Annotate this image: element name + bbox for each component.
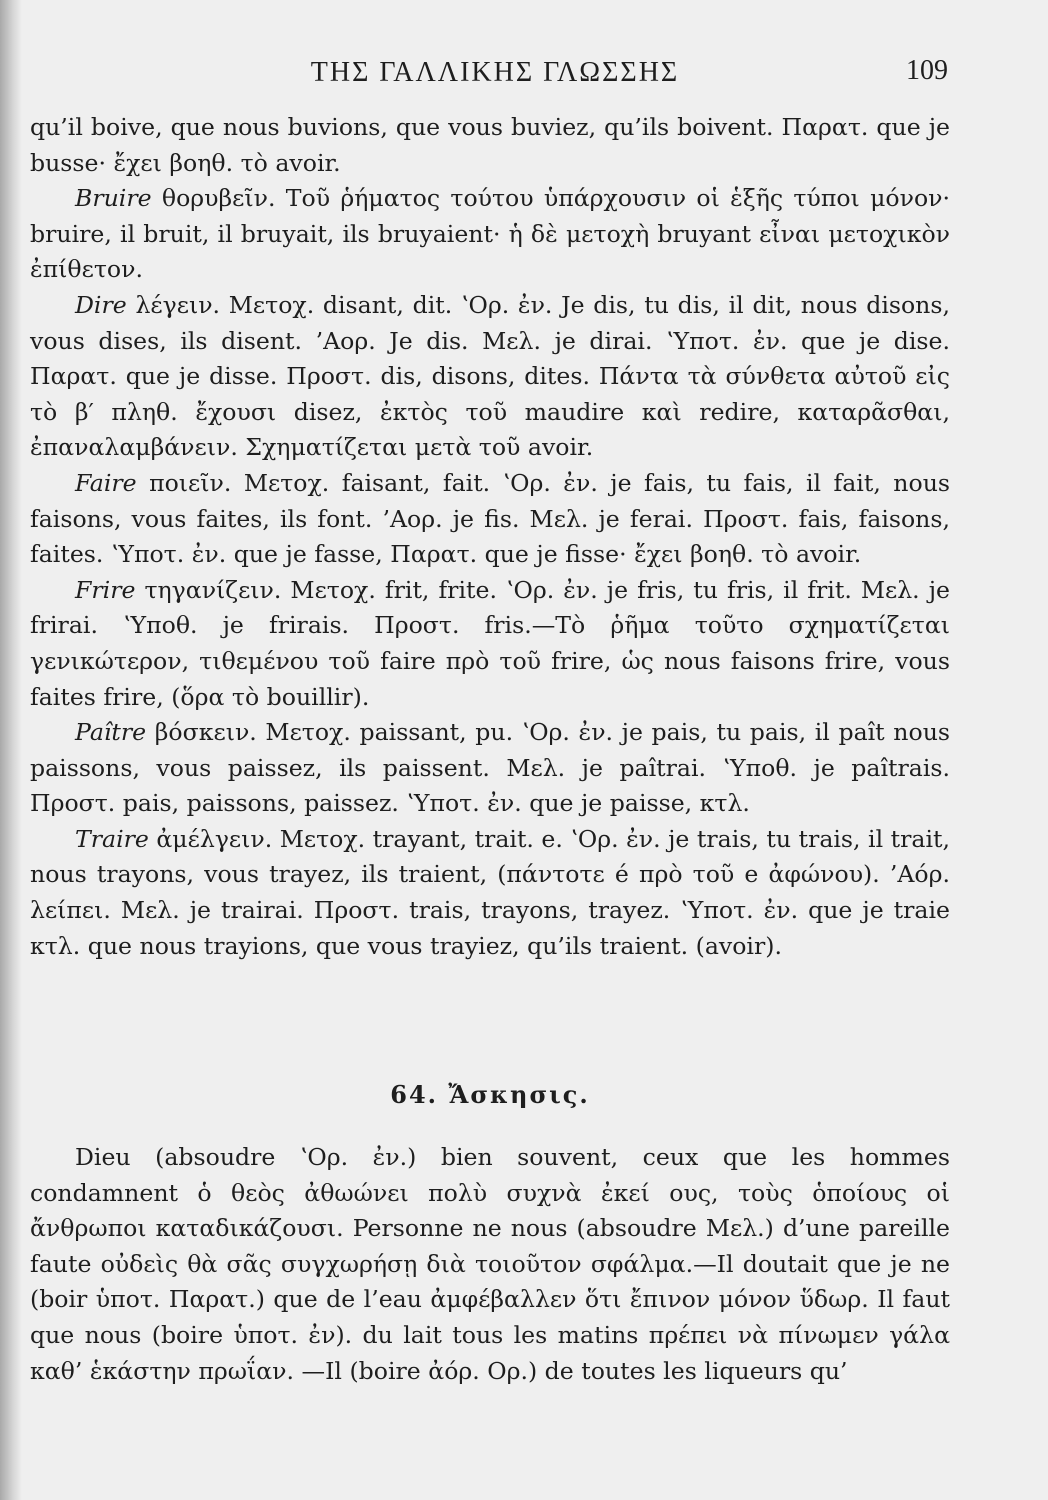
verb-lead: Paître xyxy=(75,718,147,747)
paragraph-text: λέγειν. Μετοχ. disant, dit. ʽΟρ. ἐν. Je dis, tu dis, il dit, nous disons, vous dises, ils disent. ’Αορ. Je dis. Μελ. je dirai. ʽΥποτ. ἐν. que je dise. Παρατ. que je disse. Προστ. dis, disons, dites. Πάντα τὰ σύνθετα αὐτοῦ εἰς τὸ β′ πληθ. ἔχουσι disez, ἐκτὸς τοῦ maudire καὶ redire, καταρᾶσθαι, ἐπαναλαμβάνειν. Σχηματίζεται μετὰ τοῦ avoir. xyxy=(30,290,950,462)
page-header xyxy=(30,55,960,95)
verb-lead: Traire xyxy=(75,824,149,853)
page-number: 109 xyxy=(906,55,948,86)
paragraph xyxy=(30,181,950,288)
verb-lead: Bruire xyxy=(75,184,152,213)
paragraph xyxy=(30,822,950,964)
paragraph-text: βόσκειν. Μετοχ. paissant, pu. ʽΟρ. ἐν. je pais, tu pais, il paît nous paissons, vous paissez, ils paissent. Μελ. je paîtrai. ʽΥποθ. je paîtrais. Προστ. pais, paissons, paissez. ʽΥποτ. ἐν. que je paisse, κτλ. xyxy=(30,718,950,818)
page-edge xyxy=(0,0,22,1500)
paragraph-text: τηγανίζειν. Μετοχ. frit, frite. ʽΟρ. ἐν. je fris, tu fris, il frit. Μελ. je frirai. ʽΥποθ. je frirais. Προστ. fris.—Τὸ ῥῆμα τοῦτο σχηματίζεται γενικώτερον, τιθεμένου τοῦ faire πρὸ τοῦ frire, ὡς nous faisons frire, vous faites frire, (ὅρα τὸ bouillir). xyxy=(30,575,950,711)
exercise-paragraph: Dieu (absoudre ʽΟρ. ἐν.) bien souvent, ceux que les hommes condamnent ὁ θεὸς ἀθωώνει πολὺ συχνὰ ἐκεί ους, τοὺς ὁποίους οἱ ἄνθρωποι καταδικάζουσι. Personne ne nous (absoudre Μελ.) d’une pareille faute οὐδεὶς θὰ σᾶς συγχωρήσῃ διὰ τοιοῦτον σφάλμα.—Il doutait que je ne (boir ὑποτ. Παρατ.) que de l’eau ἀμφέβαλλεν ὅτι ἔπινον μόνον ὕδωρ. Il faut que nous (boire ὑποτ. ἐν). du lait tous les matins πρέπει νὰ πίνωμεν γάλα καθ’ ἑκάστην πρωΐαν. —Il (boire ἀόρ. Ορ.) de toutes les liqueurs qu’ xyxy=(30,1143,950,1385)
verb-lead: Dire xyxy=(75,290,127,319)
paragraph xyxy=(30,466,950,573)
exercise-text xyxy=(30,1140,950,1389)
paragraph-text: ἀμέλγειν. Μετοχ. trayant, trait. e. ʽΟρ. ἐν. je trais, tu trais, il trait, nous trayons, vous trayez, ils traient, (πάντοτε é πρὸ τοῦ e ἀφώνου). ’Αόρ. λείπει. Μελ. je trairai. Προστ. trais, trayons, trayez. ʽΥποτ. ἐν. que je traie κτλ. que nous trayions, que vous trayiez, qu’ils traient. (avoir). xyxy=(30,824,950,960)
paragraph-text: qu’il boive, que nous buvions, que vous buviez, qu’ils boivent. Παρατ. que je busse· ἔχει βοηθ. τὸ avoir. xyxy=(30,113,950,177)
verb-lead: Faire xyxy=(75,468,137,497)
paragraph xyxy=(30,110,950,181)
book-page xyxy=(30,0,1020,1500)
paragraph-text: ποιεῖν. Μετοχ. faisant, fait. ʽΟρ. ἐν. je fais, tu fais, il fait, nous faisons, vous faites, ils font. ’Αορ. je fis. Μελ. je ferai. Προστ. fais, faisons, faites. ʽΥποτ. ἐν. que je fasse, Παρατ. que je fisse· ἔχει βοηθ. τὸ avoir. xyxy=(30,468,950,569)
main-text xyxy=(30,110,950,964)
running-title: ΤΗΣ ΓΑΛΛΙΚΗΣ ΓΛΩΣΣΗΣ xyxy=(310,57,680,88)
paragraph xyxy=(30,715,950,822)
paragraph xyxy=(30,573,950,715)
paragraph-text: θορυβεῖν. Τοῦ ῥήματος τούτου ὑπάρχουσιν οἱ ἑξῆς τύποι μόνον· bruire, il bruit, il bruyait, ils bruyaient· ἡ δὲ μετοχὴ bruyant εἶναι μετοχικὸν ἐπίθετον. xyxy=(30,184,950,284)
section-title: 64. Ἄσκησις. xyxy=(390,1080,590,1109)
paragraph xyxy=(30,288,950,466)
verb-lead: Frire xyxy=(75,575,136,604)
